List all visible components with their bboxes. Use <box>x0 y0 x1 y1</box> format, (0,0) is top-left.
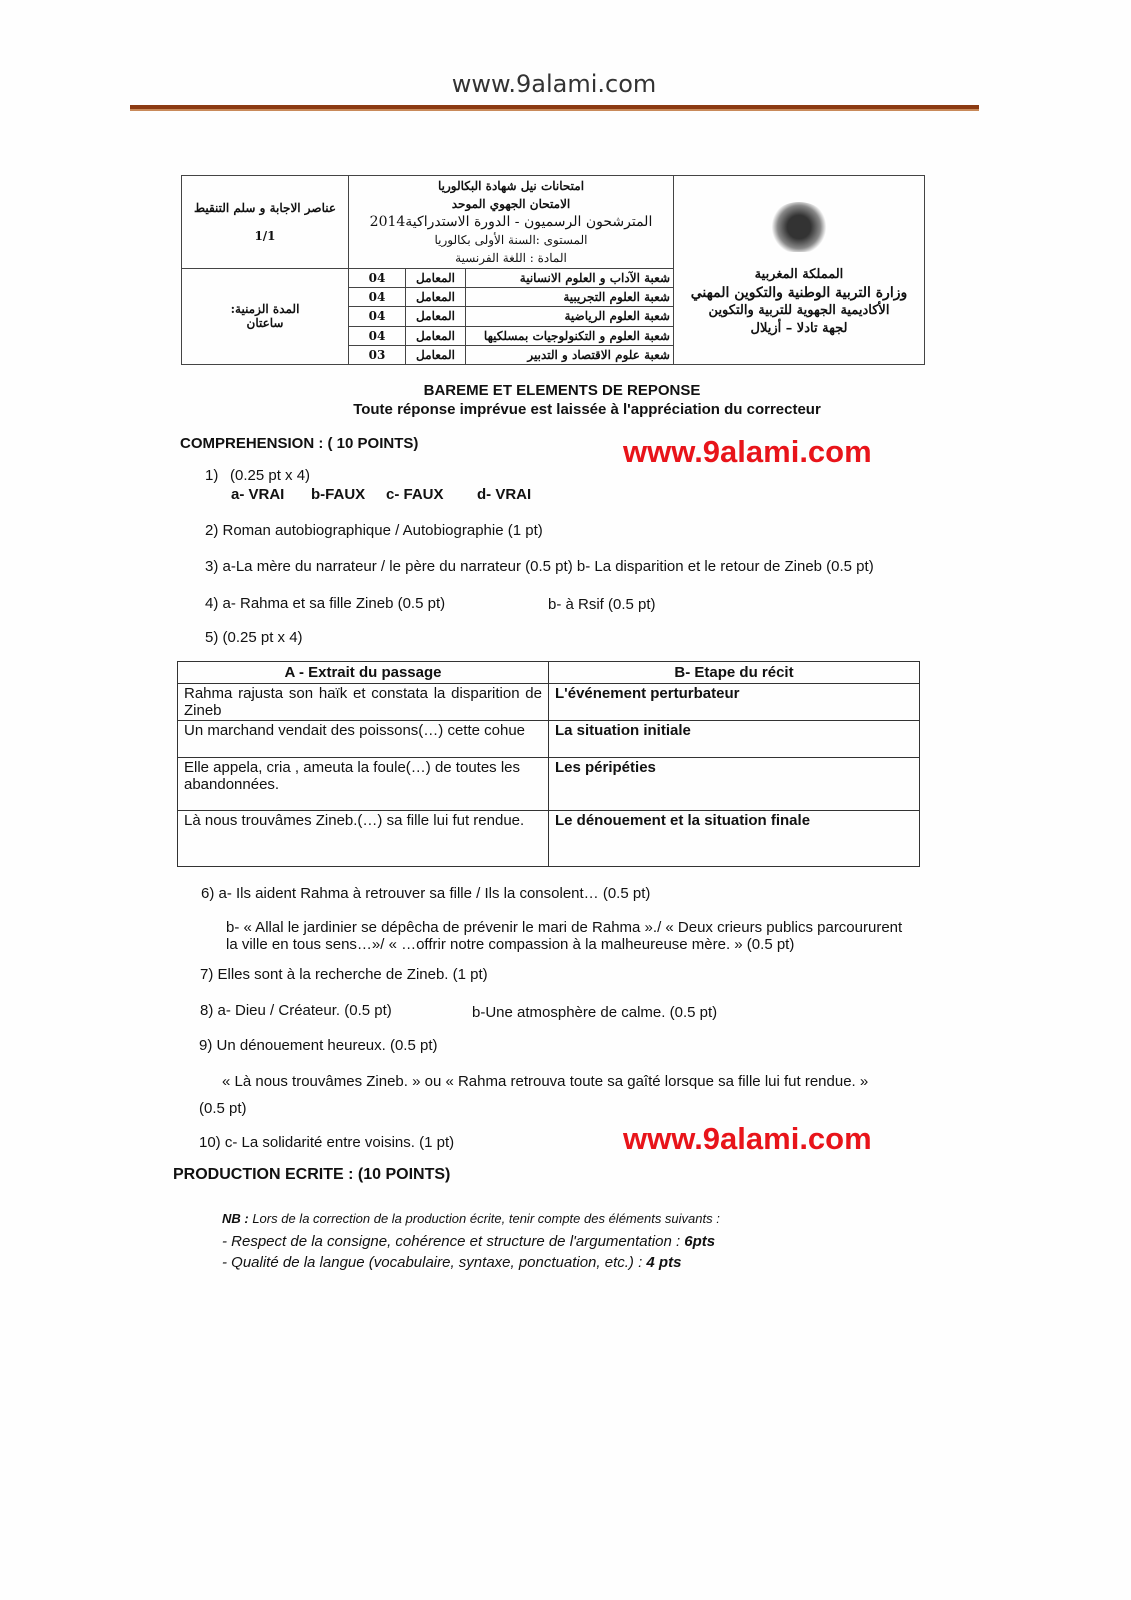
q5: 5) (0.25 pt x 4) <box>205 629 303 646</box>
site-header: www.9alami.com <box>451 70 657 98</box>
track: شعبة علوم الاقتصاد و التدبير <box>466 345 674 364</box>
stage-cell: L'événement perturbateur <box>549 684 920 721</box>
q7: 7) Elles sont à la recherche de Zineb. (1 pt) <box>200 966 488 983</box>
coef-label: المعامل <box>406 326 466 345</box>
coef: 04 <box>349 268 406 287</box>
narrative-stages-table <box>177 661 920 867</box>
extract-cell: Rahma rajusta son haïk et constata la disparition de Zineb <box>178 684 549 721</box>
kingdom: المملكة المغربية <box>754 267 844 282</box>
criterion-1: - Respect de la consigne, cohérence et structure de l'argumentation : <box>222 1233 685 1250</box>
q10: 10) c- La solidarité entre voisins. (1 pt) <box>199 1134 455 1151</box>
q1-d: d- VRAI <box>477 486 532 503</box>
watermark: www.9alami.com <box>623 1121 872 1156</box>
duration <box>182 268 349 364</box>
coef: 04 <box>349 307 406 326</box>
q8-b: b-Une atmosphère de calme. (0.5 pt) <box>472 1004 718 1021</box>
nb-label: NB : <box>222 1211 249 1226</box>
q6-a: 6) a- Ils aident Rahma à retrouver sa fille / Ils la consolent… (0.5 pt) <box>201 885 651 902</box>
extract-cell: Un marchand vendait des poissons(…) cette cohue <box>178 721 549 758</box>
track: شعبة الآداب و العلوم الانسانية <box>466 268 674 287</box>
coef: 04 <box>349 288 406 307</box>
q2: 2) Roman autobiographique / Autobiographie (1 pt) <box>205 522 543 539</box>
section-comprehension: COMPREHENSION : ( 10 POINTS) <box>180 435 419 452</box>
exam-line: المستوى :السنة الأولى بكالوريا <box>434 232 588 247</box>
exam-line: امتحانات نيل شهادة البكالوريا <box>437 178 585 193</box>
q3: 3) a-La mère du narrateur / le père du narrateur (0.5 pt) b- La disparition et le retour de Zineb (0.5 pt) <box>205 558 874 575</box>
stage-cell: Le dénouement et la situation finale <box>549 811 920 867</box>
exam-header-table <box>181 175 925 365</box>
coef-label: المعامل <box>406 288 466 307</box>
exam-line: المترشحون الرسميون - الدورة الاستدراكية2014 <box>369 213 653 230</box>
q4-b: b- à Rsif (0.5 pt) <box>548 596 656 613</box>
duration-value: ساعتان <box>246 316 284 331</box>
criterion-2-points: 4 pts <box>646 1254 682 1271</box>
doc-subtitle: Toute réponse imprévue est laissée à l'appréciation du correcteur <box>353 401 821 418</box>
header-center <box>349 176 674 269</box>
coef-label: المعامل <box>406 307 466 326</box>
duration-label: المدة الزمنية: <box>230 302 300 317</box>
page-number: 1/1 <box>254 228 276 243</box>
criterion-1-points: 6pts <box>684 1233 716 1250</box>
header-divider <box>130 105 979 111</box>
extract-cell: Elle appela, cria , ameuta la foule(…) de toutes les abandonnées. <box>178 758 549 811</box>
header-left <box>182 176 349 269</box>
nb-text: Lors de la correction de la production écrite, tenir compte des éléments suivants : <box>248 1211 720 1226</box>
header-right <box>674 176 925 365</box>
coef: 04 <box>349 326 406 345</box>
q1-b: b-FAUX <box>311 486 366 503</box>
col-header-extract: A - Extrait du passage <box>178 662 549 684</box>
q9-b: « Là nous trouvâmes Zineb. » ou « Rahma retrouva toute sa gaîté lorsque sa fille lui fut rendue. » <box>222 1073 869 1090</box>
academy: الأكاديمية الجهوية للتربية والتكوين <box>708 303 890 318</box>
q1-points: (0.25 pt x 4) <box>230 467 311 484</box>
criterion-2: - Qualité de la langue (vocabulaire, syntaxe, ponctuation, etc.) : <box>222 1254 647 1271</box>
q1-c: c- FAUX <box>386 486 444 503</box>
royal-emblem-icon <box>769 202 829 252</box>
extract-cell: Là nous trouvâmes Zineb.(…) sa fille lui fut rendue. <box>178 811 549 867</box>
coef: 03 <box>349 345 406 364</box>
exam-line: الامتحان الجهوي الموحد <box>451 196 571 211</box>
q4-a: 4) a- Rahma et sa fille Zineb (0.5 pt) <box>205 595 446 612</box>
track: شعبة العلوم الرياضية <box>466 307 674 326</box>
answer-key-title: عناصر الاجابة و سلم التنقيط <box>193 200 337 215</box>
doc-title: BAREME ET ELEMENTS DE REPONSE <box>423 382 701 399</box>
region: لجهة تادلا – أزيلال <box>750 321 848 336</box>
q8-a: 8) a- Dieu / Créateur. (0.5 pt) <box>200 1002 392 1019</box>
q9-a: 9) Un dénouement heureux. (0.5 pt) <box>199 1037 438 1054</box>
col-header-stage: B- Etape du récit <box>549 662 920 684</box>
q1-number: 1) <box>205 467 219 484</box>
coef-label: المعامل <box>406 345 466 364</box>
track: شعبة العلوم التجريبية <box>466 288 674 307</box>
q6-b-cont: la ville en tous sens…»/ « …offrir notre compassion à la malheureuse mère. » (0.5 pt) <box>226 936 795 953</box>
section-production: PRODUCTION ECRITE : (10 POINTS) <box>173 1166 451 1183</box>
coef-label: المعامل <box>406 268 466 287</box>
watermark: www.9alami.com <box>623 434 872 469</box>
q9-points: (0.5 pt) <box>199 1100 247 1117</box>
stage-cell: La situation initiale <box>549 721 920 758</box>
q6-b: b- « Allal le jardinier se dépêcha de prévenir le mari de Rahma »./ « Deux crieurs publics parcoururent <box>226 919 903 936</box>
stage-cell: Les péripéties <box>549 758 920 811</box>
exam-line: المادة : اللغة الفرنسية <box>455 250 567 265</box>
ministry: وزارة التربية الوطنية والتكوين المهني <box>690 285 908 301</box>
track: شعبة العلوم و التكنولوجيات بمسلكيها <box>466 326 674 345</box>
q1-a: a- VRAI <box>231 486 285 503</box>
